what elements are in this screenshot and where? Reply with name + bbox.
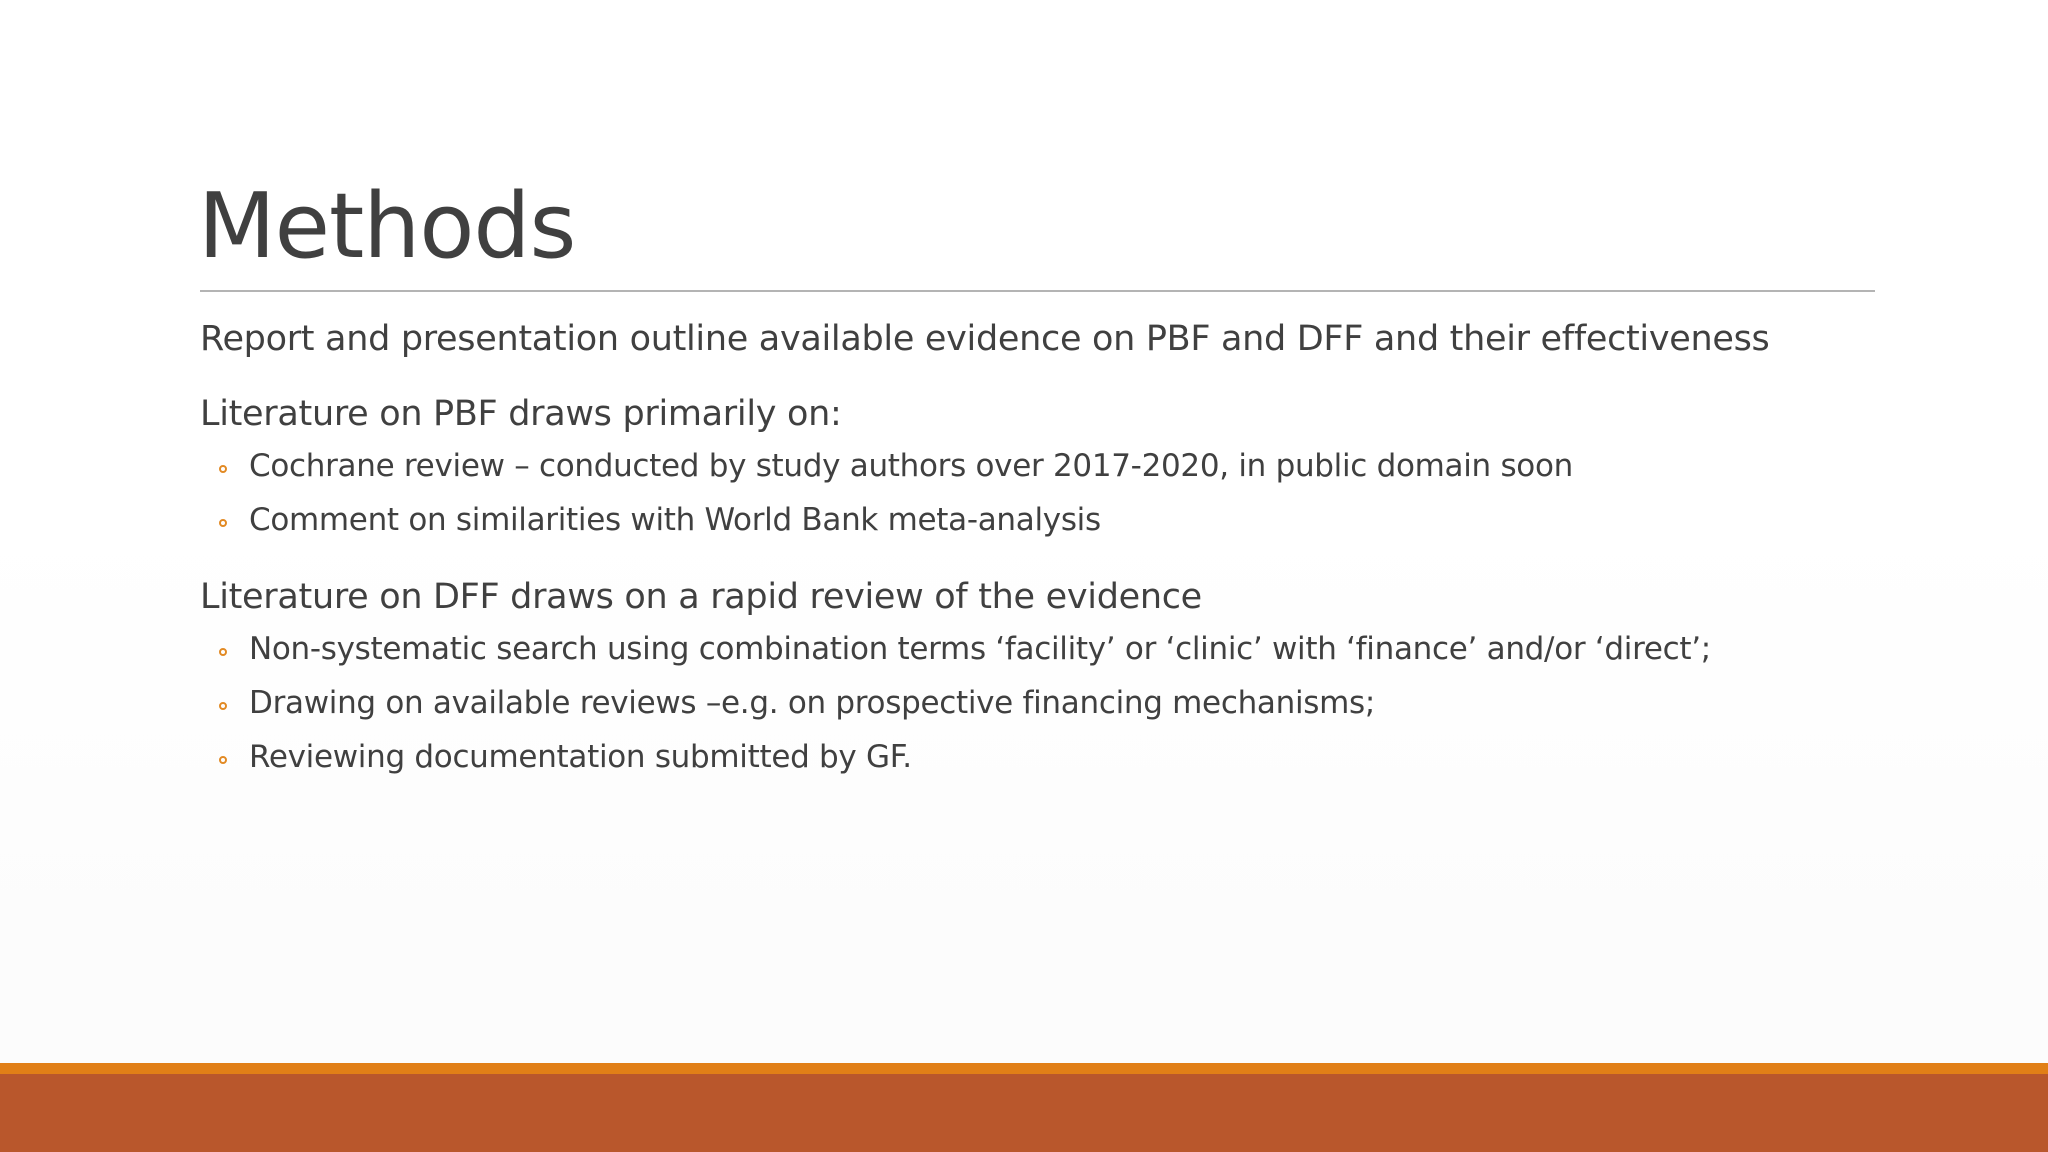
circle-bullet-icon: [219, 465, 227, 473]
bullet-level1: Literature on PBF draws primarily on:: [200, 394, 842, 434]
bullet-text: Cochrane review – conducted by study authors over 2017-2020, in public domain soon: [249, 448, 1573, 484]
circle-bullet-icon: [219, 648, 227, 656]
bullet-text: Drawing on available reviews –e.g. on prospective financing mechanisms;: [249, 685, 1376, 721]
circle-bullet-icon: [219, 519, 227, 527]
footer-band: [0, 1074, 2048, 1152]
bullet-text: Comment on similarities with World Bank meta-analysis: [249, 502, 1101, 538]
slide-title: Methods: [198, 174, 576, 279]
bullet-level2: [200, 493, 1890, 547]
title-divider: [200, 290, 1875, 292]
bullet-text: Reviewing documentation submitted by GF.: [249, 739, 912, 775]
circle-bullet-icon: [219, 702, 227, 710]
bullet-level2: [200, 622, 1890, 676]
bullet-level1: Literature on DFF draws on a rapid review of the evidence: [200, 577, 1202, 617]
slide-body: [200, 314, 1890, 784]
bullet-text: Non-systematic search using combination terms ‘facility’ or ‘clinic’ with ‘finance’ and/or ‘direct’;: [249, 631, 1711, 667]
footer-stripe: [0, 1063, 2048, 1074]
bullet-level2: [200, 439, 1890, 493]
bullet-level2: [200, 676, 1890, 730]
bullet-level2: [200, 730, 1890, 784]
bullet-level1: Report and presentation outline available evidence on PBF and DFF and their effectiveness: [200, 319, 1770, 359]
circle-bullet-icon: [219, 756, 227, 764]
